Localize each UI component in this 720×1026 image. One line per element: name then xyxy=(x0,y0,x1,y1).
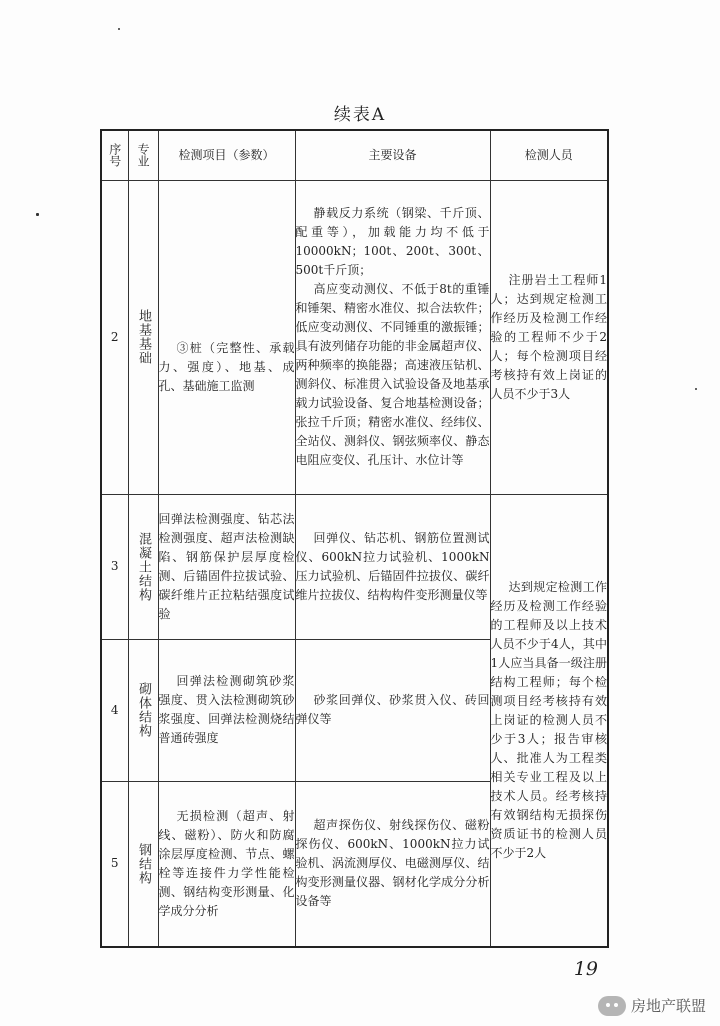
row-equipment: 超声探伤仪、射线探伤仪、磁粉探伤仪、600kN、1000kN拉力试验机、涡流测厚仪、电磁测厚仪、结构变形测量仪器、钢材化学成分分析设备等 xyxy=(295,781,490,947)
table-row xyxy=(101,180,608,494)
header-specialty: 专业 xyxy=(128,130,158,180)
page-number: 19 xyxy=(573,958,598,980)
row-staff-merged: 达到规定检测工作经历及检测工作经验的工程师及以上技术人员不少于4人，其中1人应当具备一级注册结构工程师；每个检测项目经考核持有效上岗证的检测人员不少于3人；报告审核人、批准人为工程类相关专业工程及以上技术人员。经考核持有效钢结构无损探伤资质证书的检测人员不少于2人 xyxy=(490,494,608,947)
row-number: 3 xyxy=(101,494,128,639)
scan-speck xyxy=(695,388,697,390)
row-equipment: 回弹仪、钻芯机、钢筋位置测试仪、600kN拉力试验机、1000kN压力试验机、后锚固件拉拔仪、碳纤维片拉拔仪、结构构件变形测量仪等 xyxy=(295,494,490,639)
row-items: 回弹法检测砌筑砂浆强度、贯入法检测砌筑砂浆强度、回弹法检测烧结普通砖强度 xyxy=(158,639,295,781)
row-equipment: 静载反力系统（钢梁、千斤顶、配重等），加载能力均不低于10000kN；100t、200t、300t、500t千斤顶； 高应变动测仪、不低于8t的重锤和锤架、精密水准仪、拟合法软件；低应变动测仪、不同锤重的激振锤；具有波列储存功能的非金属超声仪、两种频率的换能器；高速液压钻机、测斜仪、标准贯入试验设备及地基承载力试验设备、复合地基检测设备；张拉千斤顶；精密水准仪、经纬仪、全站仪、测斜仪、钢弦频率仪、静态电阻应变仪、孔压计、水位计等 xyxy=(295,180,490,494)
inspection-table xyxy=(100,129,609,948)
row-number: 5 xyxy=(101,781,128,947)
row-items: 回弹法检测强度、钻芯法检测强度、超声法检测缺陷、钢筋保护层厚度检测、后锚固件拉拔试验、碳纤维片正拉粘结强度试验 xyxy=(158,494,295,639)
scan-speck xyxy=(36,213,39,216)
row-equipment: 砂浆回弹仪、砂浆贯入仪、砖回弹仪等 xyxy=(295,639,490,781)
watermark-text: 房地产联盟 xyxy=(630,997,706,1015)
header-items: 检测项目（参数） xyxy=(158,130,295,180)
header-staff: 检测人员 xyxy=(490,130,608,180)
table-title: 续表A xyxy=(333,105,387,125)
row-specialty: 砌体结构 xyxy=(128,639,158,781)
row-items: ③桩（完整性、承载力、强度）、地基、成孔、基础施工监测 xyxy=(158,180,295,494)
row-specialty: 钢结构 xyxy=(128,781,158,947)
header-row xyxy=(101,130,608,180)
row-staff: 注册岩土工程师1人；达到规定检测工作经历及检测工作经验的工程师不少于2人；每个检测项目经考核持有效上岗证的人员不少于3人 xyxy=(490,180,608,494)
chat-bubble-icon xyxy=(598,996,626,1016)
row-specialty: 混凝土结构 xyxy=(128,494,158,639)
watermark xyxy=(598,995,706,1016)
header-equipment: 主要设备 xyxy=(295,130,490,180)
row-number: 2 xyxy=(101,180,128,494)
row-number: 4 xyxy=(101,639,128,781)
header-seq: 序号 xyxy=(101,130,128,180)
scan-speck xyxy=(118,28,120,30)
table-row xyxy=(101,494,608,639)
row-items: 无损检测（超声、射线、磁粉）、防火和防腐涂层厚度检测、节点、螺栓等连接件力学性能检测、钢结构变形测量、化学成分分析 xyxy=(158,781,295,947)
row-specialty: 地基基础 xyxy=(128,180,158,494)
